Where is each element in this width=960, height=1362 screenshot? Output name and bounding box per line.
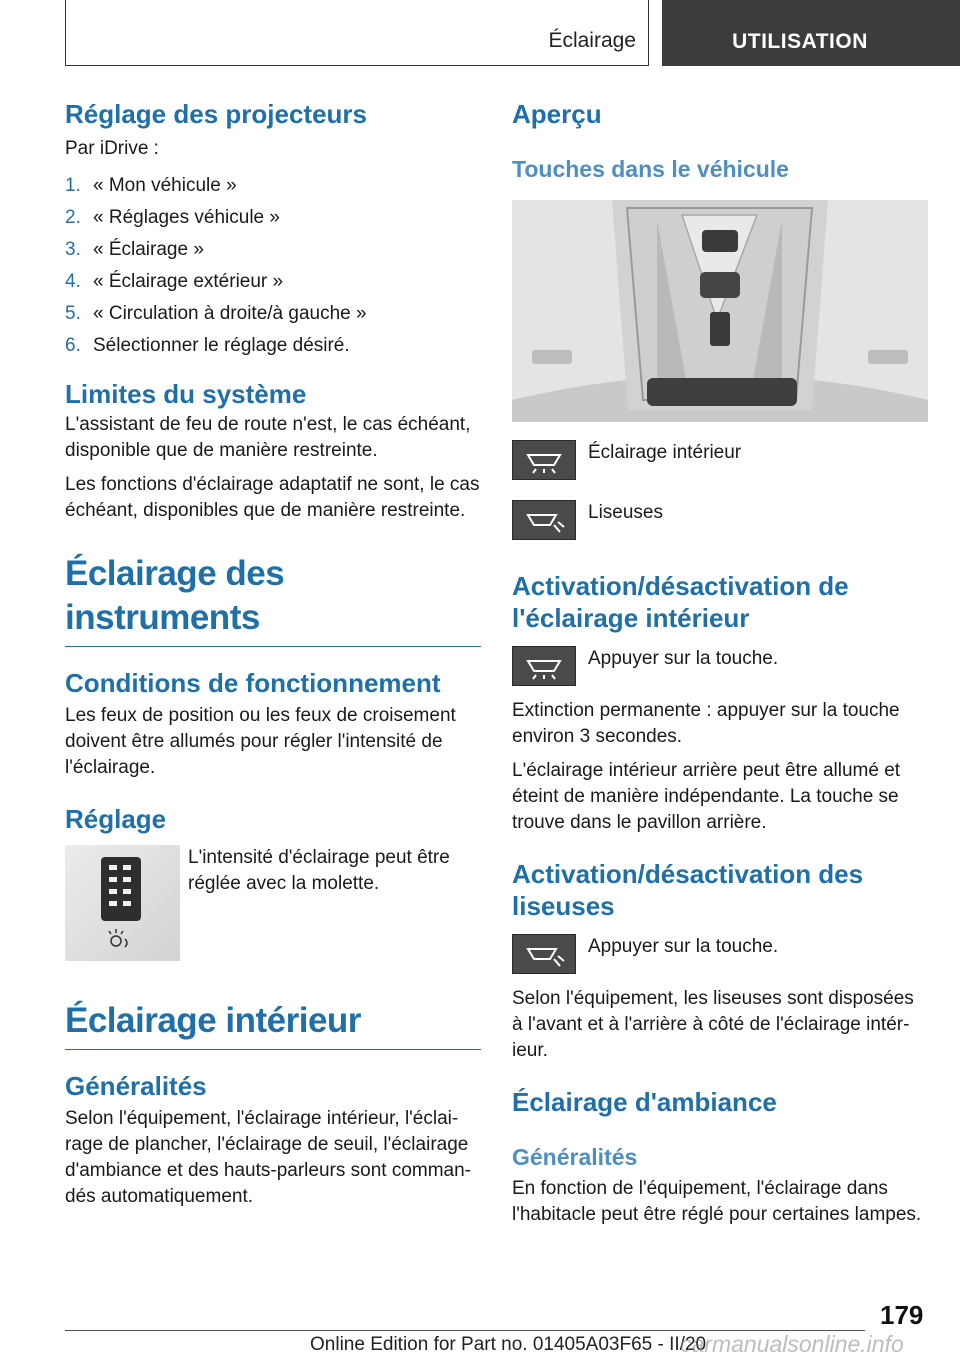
legend-label-interior: Éclairage intérieur <box>588 442 742 463</box>
page-number: 179 <box>880 1300 924 1330</box>
interior-light-icon <box>512 440 576 480</box>
legend-label-reading: Liseuses <box>588 502 663 523</box>
ambient-general-text: En fonction de l'équipement, l'éclairage dans l'habitacle peut être réglé pour certaines lampes. <box>512 1178 922 1225</box>
adjust-title: Réglage <box>65 804 167 834</box>
limits-text-2: Les fonctions d'éclairage adaptatif ne sont, le cas échéant, disponibles que de manière restreinte. <box>65 474 480 521</box>
list-item: 6. Sélectionner le réglage désiré. <box>65 335 350 356</box>
interior-general-title: Généralités <box>65 1071 207 1101</box>
interior-light-icon <box>512 646 576 686</box>
adjust-row <box>65 845 481 961</box>
headlight-title: Réglage des projecteurs <box>65 99 367 129</box>
act-interior-press: Appuyer sur la touche. <box>588 648 779 669</box>
legend-row-reading <box>512 500 928 540</box>
list-item: 3. « Éclairage » <box>65 239 204 260</box>
ambient-general-title: Généralités <box>512 1144 638 1170</box>
page-header <box>0 0 960 66</box>
watermark: carmanualsonline.info <box>680 1331 904 1357</box>
act-interior-row <box>512 646 928 686</box>
dimmer-wheel-image <box>65 845 180 961</box>
right-column <box>512 98 928 1228</box>
ambient-title: Éclairage d'ambiance <box>512 1087 777 1117</box>
conditions-title: Conditions de fonctionnement <box>65 668 441 698</box>
reading-light-icon <box>512 934 576 974</box>
act-reading-press: Appuyer sur la touche. <box>588 936 779 957</box>
header-chapter-tab: UTILISATION <box>662 0 960 66</box>
limits-text-1: L'assistant de feu de route n'est, le cas échéant, disponible que de manière restreinte. <box>65 414 471 461</box>
reading-light-icon <box>512 500 576 540</box>
instruments-title: Éclairage des instruments <box>65 552 481 647</box>
act-reading-text: Selon l'équipement, les liseuses sont disposées à l'avant et à l'arrière à côté de l'éclairage intér-ieur. <box>512 988 914 1061</box>
interior-title: Éclairage intérieur <box>65 999 481 1050</box>
act-reading-title: Activation/désactivation des liseuses <box>512 859 864 921</box>
dimmer-wheel-icon <box>65 845 180 961</box>
adjust-text: L'intensité d'éclairage peut être réglée avec la molette. <box>188 847 450 894</box>
header-section-box <box>65 0 649 66</box>
footer-edition: Online Edition for Part no. 01405A03F65 - II/20 <box>310 1334 707 1355</box>
buttons-title: Touches dans le véhicule <box>512 156 789 182</box>
header-section-title: Éclairage <box>548 29 636 52</box>
act-reading-row <box>512 934 928 974</box>
act-interior-text-2: L'éclairage intérieur arrière peut être allumé et éteint de manière indépendante. La touche se trouve dans le pavillon arrière. <box>512 760 901 833</box>
overhead-console-photo <box>512 200 928 422</box>
list-item: 5. « Circulation à droite/à gauche » <box>65 303 367 324</box>
legend-row-interior <box>512 440 928 480</box>
conditions-text: Les feux de position ou les feux de croisement doivent être allumés pour régler l'intensité de l'éclairage. <box>65 705 456 778</box>
headlight-steps <box>65 170 481 362</box>
list-item: 4. « Éclairage extérieur » <box>65 271 284 292</box>
list-item: 1. « Mon véhicule » <box>65 175 237 196</box>
headlight-intro: Par iDrive : <box>65 138 159 159</box>
overview-title: Aperçu <box>512 99 602 129</box>
overhead-console-icon <box>512 200 928 422</box>
limits-title: Limites du système <box>65 379 307 409</box>
act-interior-text-1: Extinction permanente : appuyer sur la touche environ 3 secondes. <box>512 700 900 747</box>
interior-general-text: Selon l'équipement, l'éclairage intérieur, l'éclai-rage de plancher, l'éclairage de seuil, l'éclairage d'ambiance et des hauts-parleurs sont comman-dés automatiquement. <box>65 1108 471 1207</box>
list-item: 2. « Réglages véhicule » <box>65 207 280 228</box>
left-column <box>65 98 481 1210</box>
act-interior-title: Activation/désactivation de l'éclairage intérieur <box>512 571 849 633</box>
